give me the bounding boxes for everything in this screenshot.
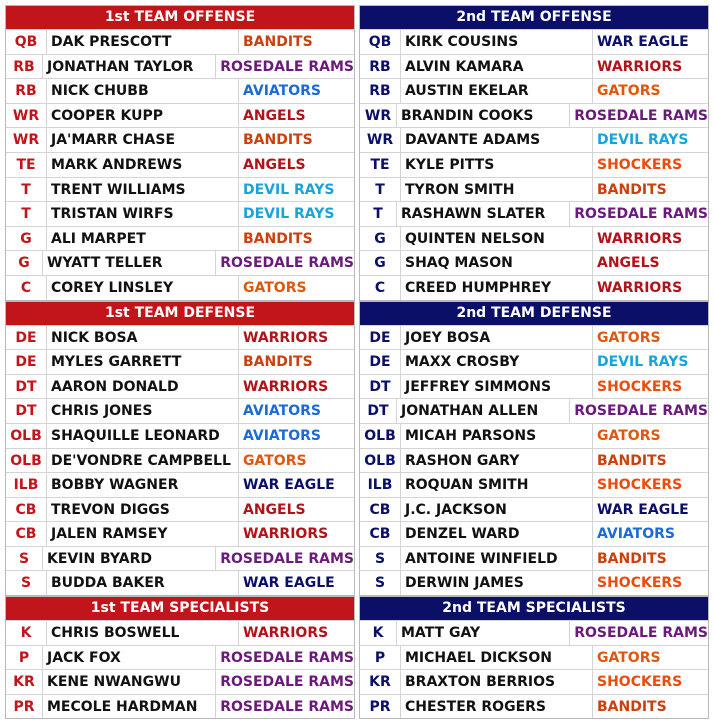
player-cell: NICK BOSA (47, 326, 239, 350)
position-cell: K (6, 621, 47, 645)
position-cell: S (6, 547, 43, 571)
position-cell: C (360, 276, 401, 300)
team-cell: WARRIORS (243, 329, 329, 346)
team-cell: ANGELS (243, 156, 306, 173)
section-header: 2nd TEAM DEFENSE (360, 302, 708, 325)
position-cell: WR (6, 104, 47, 128)
player-cell: CHRIS JONES (47, 399, 239, 423)
team-cell: BANDITS (243, 34, 313, 50)
position-cell: CB (360, 522, 401, 546)
player-cell: BRANDIN COOKS (397, 104, 570, 128)
position-cell: OLB (360, 449, 401, 473)
table-row (360, 645, 708, 670)
team-cell: BANDITS (597, 550, 667, 567)
position-cell: T (360, 202, 397, 226)
table-row (6, 177, 354, 202)
table-row (360, 78, 708, 103)
position-cell: P (6, 646, 43, 670)
position-cell: CB (360, 498, 401, 522)
table-row (360, 448, 708, 473)
player-cell: KIRK COUSINS (401, 30, 593, 54)
table-row (360, 620, 708, 645)
table-row (360, 226, 708, 251)
player-cell: DAK PRESCOTT (47, 30, 239, 54)
section-header: 1st TEAM DEFENSE (6, 302, 354, 325)
section-header: 2nd TEAM SPECIALISTS (360, 597, 708, 620)
specialists-band (5, 596, 709, 719)
position-cell: WR (6, 128, 47, 152)
position-cell: T (6, 178, 47, 202)
player-cell: BOBBY WAGNER (47, 473, 239, 497)
team-cell: WARRIORS (243, 526, 329, 543)
team-cell: BANDITS (243, 354, 313, 371)
position-cell: S (360, 571, 401, 595)
position-cell: RB (6, 55, 43, 79)
player-cell: JALEN RAMSEY (47, 522, 239, 546)
player-cell: JEFFREY SIMMONS (401, 375, 593, 399)
player-cell: RASHON GARY (401, 449, 593, 473)
first-team-offense-table (5, 5, 355, 301)
team-cell: ROSEDALE RAMS (220, 698, 354, 715)
position-cell: CB (6, 522, 47, 546)
second-team-specialists-table (359, 596, 709, 719)
position-cell: G (6, 251, 43, 275)
player-cell: RASHAWN SLATER (397, 202, 570, 226)
player-cell: JOEY BOSA (401, 326, 593, 350)
position-cell: DE (360, 326, 401, 350)
player-cell: WYATT TELLER (43, 251, 216, 275)
position-cell: KR (6, 670, 43, 694)
table-row (360, 694, 708, 719)
player-cell: ROQUAN SMITH (401, 473, 593, 497)
team-cell: SHOCKERS (597, 156, 683, 173)
player-cell: TYRON SMITH (401, 178, 593, 202)
position-cell: DT (6, 375, 47, 399)
player-cell: ALVIN KAMARA (401, 55, 593, 79)
player-cell: JACK FOX (43, 646, 216, 670)
table-row (6, 374, 354, 399)
team-cell: ANGELS (597, 255, 660, 272)
player-cell: AARON DONALD (47, 375, 239, 399)
team-cell: BANDITS (243, 230, 313, 247)
section-header: 2nd TEAM OFFENSE (360, 6, 708, 29)
second-team-offense-table (359, 5, 709, 301)
table-row (6, 521, 354, 546)
position-cell: S (6, 571, 47, 595)
team-cell: ANGELS (243, 501, 306, 518)
first-team-defense-table (5, 301, 355, 597)
team-cell: ROSEDALE RAMS (220, 550, 354, 567)
team-cell: SHOCKERS (597, 674, 683, 691)
position-cell: KR (360, 670, 401, 694)
player-cell: MATT GAY (397, 621, 570, 645)
team-cell: WAR EAGLE (243, 575, 335, 592)
table-row (6, 349, 354, 374)
position-cell: PR (360, 695, 401, 719)
position-cell: PR (6, 695, 43, 719)
position-cell: P (360, 646, 401, 670)
team-cell: WARRIORS (243, 625, 329, 642)
table-row (360, 349, 708, 374)
table-row (6, 497, 354, 522)
player-cell: SHAQ MASON (401, 251, 593, 275)
position-cell: CB (6, 498, 47, 522)
player-cell: TRENT WILLIAMS (47, 178, 239, 202)
team-cell: BANDITS (243, 132, 313, 149)
table-row (6, 423, 354, 448)
table-row (6, 78, 354, 103)
position-cell: OLB (6, 424, 47, 448)
table-row (6, 448, 354, 473)
team-cell: GATORS (243, 279, 307, 296)
table-row (360, 521, 708, 546)
player-cell: ALI MARPET (47, 227, 239, 251)
position-cell: TE (360, 153, 401, 177)
all-pro-grid (5, 5, 709, 719)
table-row (360, 201, 708, 226)
team-cell: ANGELS (243, 107, 306, 124)
table-row (6, 54, 354, 79)
team-cell: BANDITS (597, 181, 667, 198)
table-row (360, 325, 708, 350)
team-cell: AVIATORS (243, 427, 321, 444)
player-cell: TRISTAN WIRFS (47, 202, 239, 226)
position-cell: DT (360, 375, 401, 399)
position-cell: DE (360, 350, 401, 374)
team-cell: ROSEDALE RAMS (574, 403, 708, 420)
team-cell: AVIATORS (243, 83, 321, 100)
player-cell: CHRIS BOSWELL (47, 621, 239, 645)
table-row (6, 546, 354, 571)
position-cell: WR (360, 104, 397, 128)
position-cell: G (360, 227, 401, 251)
team-cell: DEVIL RAYS (597, 354, 689, 371)
table-row (6, 152, 354, 177)
team-cell: ROSEDALE RAMS (574, 625, 708, 642)
table-row (360, 398, 708, 423)
team-cell: SHOCKERS (597, 575, 683, 592)
position-cell: DT (360, 399, 397, 423)
team-cell: WAR EAGLE (243, 477, 335, 494)
player-cell: MYLES GARRETT (47, 350, 239, 374)
position-cell: RB (360, 55, 401, 79)
player-cell: MECOLE HARDMAN (43, 695, 216, 719)
team-cell: ROSEDALE RAMS (220, 649, 354, 666)
first-team-specialists-table (5, 596, 355, 719)
table-row (6, 398, 354, 423)
position-cell: C (6, 276, 47, 300)
position-cell: QB (360, 30, 401, 54)
player-cell: KENE NWANGWU (43, 670, 216, 694)
position-cell: G (360, 251, 401, 275)
player-cell: JONATHAN ALLEN (397, 399, 570, 423)
player-cell: CREED HUMPHREY (401, 276, 593, 300)
defense-band (5, 301, 709, 597)
player-cell: DERWIN JAMES (401, 571, 593, 595)
team-cell: WARRIORS (597, 230, 683, 247)
position-cell: S (360, 547, 401, 571)
team-cell: WARRIORS (597, 279, 683, 296)
table-row (6, 620, 354, 645)
table-row (360, 546, 708, 571)
team-cell: GATORS (243, 452, 307, 469)
team-cell: ROSEDALE RAMS (220, 674, 354, 691)
player-cell: COREY LINSLEY (47, 276, 239, 300)
team-cell: WARRIORS (597, 58, 683, 75)
position-cell: DT (6, 399, 47, 423)
table-row (360, 275, 708, 300)
player-cell: CHESTER ROGERS (401, 695, 593, 719)
table-row (6, 103, 354, 128)
position-cell: WR (360, 128, 401, 152)
table-row (6, 669, 354, 694)
table-row (6, 694, 354, 719)
player-cell: COOPER KUPP (47, 104, 239, 128)
table-row (6, 201, 354, 226)
team-cell: SHOCKERS (597, 477, 683, 494)
section-header: 1st TEAM SPECIALISTS (6, 597, 354, 620)
team-cell: DEVIL RAYS (597, 132, 689, 149)
offense-band (5, 5, 709, 301)
team-cell: BANDITS (597, 452, 667, 469)
player-cell: KYLE PITTS (401, 153, 593, 177)
player-cell: ANTOINE WINFIELD (401, 547, 593, 571)
position-cell: T (6, 202, 47, 226)
player-cell: J.C. JACKSON (401, 498, 593, 522)
table-row (6, 226, 354, 251)
team-cell: WAR EAGLE (597, 34, 689, 50)
table-row (6, 472, 354, 497)
table-row (360, 29, 708, 54)
player-cell: BRAXTON BERRIOS (401, 670, 593, 694)
position-cell: ILB (360, 473, 401, 497)
second-team-defense-table (359, 301, 709, 597)
player-cell: MICAH PARSONS (401, 424, 593, 448)
table-row (360, 152, 708, 177)
team-cell: SHOCKERS (597, 378, 683, 395)
player-cell: AUSTIN EKELAR (401, 79, 593, 103)
player-cell: DE'VONDRE CAMPBELL (47, 449, 239, 473)
player-cell: QUINTEN NELSON (401, 227, 593, 251)
team-cell: ROSEDALE RAMS (220, 255, 354, 272)
table-row (6, 29, 354, 54)
team-cell: ROSEDALE RAMS (574, 206, 708, 223)
player-cell: KEVIN BYARD (43, 547, 216, 571)
table-row (360, 497, 708, 522)
team-cell: GATORS (597, 427, 661, 444)
team-cell: WAR EAGLE (597, 501, 689, 518)
position-cell: RB (6, 79, 47, 103)
position-cell: TE (6, 153, 47, 177)
player-cell: JA'MARR CHASE (47, 128, 239, 152)
table-row (360, 177, 708, 202)
table-row (360, 374, 708, 399)
position-cell: OLB (6, 449, 47, 473)
position-cell: ILB (6, 473, 47, 497)
table-row (360, 570, 708, 595)
player-cell: JONATHAN TAYLOR (43, 55, 216, 79)
table-row (360, 54, 708, 79)
table-row (6, 250, 354, 275)
position-cell: OLB (360, 424, 401, 448)
section-header: 1st TEAM OFFENSE (6, 6, 354, 29)
position-cell: DE (6, 326, 47, 350)
table-row (6, 570, 354, 595)
team-cell: GATORS (597, 83, 661, 100)
team-cell: AVIATORS (597, 526, 675, 543)
table-row (6, 275, 354, 300)
player-cell: MAXX CROSBY (401, 350, 593, 374)
table-row (360, 472, 708, 497)
table-row (6, 325, 354, 350)
player-cell: NICK CHUBB (47, 79, 239, 103)
team-cell: DEVIL RAYS (243, 181, 335, 198)
team-cell: ROSEDALE RAMS (574, 107, 708, 124)
team-cell: GATORS (597, 649, 661, 666)
player-cell: BUDDA BAKER (47, 571, 239, 595)
table-row (360, 250, 708, 275)
table-row (360, 103, 708, 128)
player-cell: DAVANTE ADAMS (401, 128, 593, 152)
team-cell: GATORS (597, 329, 661, 346)
player-cell: DENZEL WARD (401, 522, 593, 546)
player-cell: MARK ANDREWS (47, 153, 239, 177)
table-row (360, 423, 708, 448)
team-cell: AVIATORS (243, 403, 321, 420)
player-cell: SHAQUILLE LEONARD (47, 424, 239, 448)
table-row (6, 645, 354, 670)
player-cell: MICHAEL DICKSON (401, 646, 593, 670)
position-cell: DE (6, 350, 47, 374)
position-cell: QB (6, 30, 47, 54)
player-cell: TREVON DIGGS (47, 498, 239, 522)
table-row (360, 669, 708, 694)
table-row (6, 127, 354, 152)
team-cell: BANDITS (597, 698, 667, 715)
table-row (360, 127, 708, 152)
position-cell: K (360, 621, 397, 645)
position-cell: G (6, 227, 47, 251)
team-cell: WARRIORS (243, 378, 329, 395)
team-cell: DEVIL RAYS (243, 206, 335, 223)
team-cell: ROSEDALE RAMS (220, 58, 354, 75)
position-cell: T (360, 178, 401, 202)
position-cell: RB (360, 79, 401, 103)
